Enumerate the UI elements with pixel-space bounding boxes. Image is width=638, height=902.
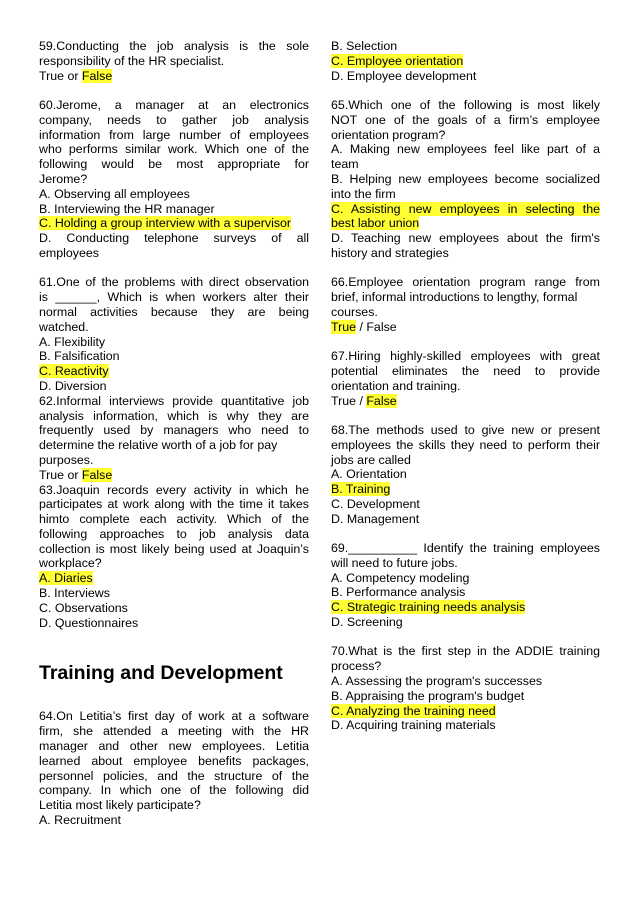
question-text: 63.Joaquin records every activity in which he	[39, 482, 309, 497]
highlighted-answer: C. Assisting new employees in selecting the	[331, 201, 600, 216]
highlighted-answer: A. Diaries	[39, 571, 93, 586]
question-text: firm, she attended a meeting with the HR	[39, 724, 309, 739]
question-text: responsibility of the HR specialist.	[39, 53, 225, 68]
question-text: Letitia most likely participate?	[39, 798, 201, 813]
question-text: frequently used by managers who need to	[39, 423, 309, 438]
question-text: orientation program?	[331, 127, 446, 142]
option: D. Diversion	[39, 378, 107, 393]
option: D. Screening	[331, 615, 403, 630]
option: A. Observing all employees	[39, 186, 190, 201]
option: C. Observations	[39, 600, 128, 615]
question-text: who performs similar work. Which one of the	[39, 142, 309, 157]
question-text: analysis information, which is why they are	[39, 408, 309, 423]
question-text: 66.Employee orientation program range from	[331, 275, 600, 290]
question-text: employees the skills they need to perform their	[331, 437, 600, 452]
question-61	[39, 275, 309, 393]
question-text: is ______, Which is when workers alter their	[39, 290, 309, 305]
question-text: himto complete each activity. Which of the	[39, 512, 309, 527]
question-text: following would be most appropriate for	[39, 157, 309, 172]
question-text: orientation and training.	[331, 378, 461, 393]
highlighted-answer: B. Training	[331, 482, 391, 497]
question-text: following approaches to job analysis data	[39, 526, 309, 541]
answer-suffix: / False	[356, 319, 397, 334]
option: B. Interviewing the HR manager	[39, 201, 215, 216]
highlighted-answer: False	[81, 467, 113, 482]
question-text: watched.	[39, 319, 89, 334]
option: A. Flexibility	[39, 334, 106, 349]
question-70	[331, 644, 600, 733]
question-text: participates at work along with the time it takes	[39, 497, 309, 512]
option: A. Recruitment	[39, 813, 121, 828]
highlighted-answer: C. Reactivity	[39, 364, 109, 379]
question-63	[39, 483, 309, 631]
highlighted-answer: False	[81, 68, 113, 83]
question-text: 61.One of the problems with direct observation	[39, 275, 309, 290]
question-text: learned about employee benefits packages,	[39, 753, 309, 768]
question-text: will need to future jobs.	[331, 555, 458, 570]
question-68	[331, 423, 600, 527]
option: B. Falsification	[39, 349, 120, 364]
question-text: Jerome?	[39, 171, 88, 186]
question-64-continued	[331, 39, 600, 83]
highlighted-answer: True	[331, 319, 357, 334]
question-64	[39, 709, 309, 827]
question-text: purposes.	[39, 452, 94, 467]
question-text: manager and other new employees. Letitia	[39, 739, 309, 754]
question-text: 69.__________ Identify the training employees	[331, 541, 600, 556]
option: A. Assessing the program's successes	[331, 674, 543, 689]
question-text: personnel policies, and the structure of the	[39, 768, 309, 783]
option: D. Teaching new employees about the firm's	[331, 231, 600, 246]
option: A. Orientation	[331, 467, 407, 482]
option: D. Employee development	[331, 68, 477, 83]
question-text: 62.Informal interviews provide quantitative job	[39, 393, 309, 408]
highlighted-answer: C. Holding a group interview with a supervisor	[39, 216, 292, 231]
answer-prefix: True /	[331, 393, 367, 408]
question-59	[39, 39, 309, 83]
question-text: 67.Hiring highly-skilled employees with great	[331, 349, 600, 364]
answer-prefix: True or	[39, 467, 82, 482]
option: A. Competency modeling	[331, 570, 470, 585]
question-text: 65.Which one of the following is most likely	[331, 97, 600, 112]
option: D. Acquiring training materials	[331, 718, 496, 733]
question-60	[39, 98, 309, 261]
answer-line	[331, 320, 600, 335]
highlighted-answer: C. Analyzing the training need	[331, 703, 496, 718]
highlighted-answer: C. Employee orientation	[331, 53, 464, 68]
question-text: information from large number of employees	[39, 127, 309, 142]
question-text: NOT one of the goals of a firm’s employee	[331, 112, 600, 127]
right-column	[331, 39, 600, 748]
question-67	[331, 349, 600, 408]
answer-line	[331, 394, 600, 409]
option: B. Appraising the program's budget	[331, 688, 525, 703]
option: C. Development	[331, 496, 420, 511]
question-text: process?	[331, 659, 382, 674]
question-text: 70.What is the first step in the ADDIE training	[331, 644, 600, 659]
highlighted-answer: C. Strategic training needs analysis	[331, 600, 526, 615]
answer-prefix: True or	[39, 68, 82, 83]
left-column	[39, 39, 309, 842]
question-66	[331, 275, 600, 334]
question-text: workplace?	[39, 556, 102, 571]
option: D. Management	[331, 511, 420, 526]
question-text: determine the relative worth of a job for pay	[39, 438, 278, 453]
option: employees	[39, 245, 99, 260]
highlighted-answer: False	[366, 393, 397, 408]
answer-line	[39, 69, 309, 84]
option: D. Questionnaires	[39, 615, 139, 630]
question-text: collection is most likely being used at Joaquin’s	[39, 541, 309, 556]
option: D. Conducting telephone surveys of all	[39, 231, 309, 246]
question-69	[331, 541, 600, 630]
question-62	[39, 394, 309, 483]
option: history and strategies	[331, 245, 449, 260]
question-text: company. In which one of the following did	[39, 783, 309, 798]
option: B. Interviews	[39, 586, 110, 601]
question-text: potential eliminates the need to provide	[331, 363, 600, 378]
option: B. Selection	[331, 39, 398, 53]
answer-line	[39, 468, 309, 483]
question-65	[331, 98, 600, 261]
highlighted-answer: best labor union	[331, 216, 420, 231]
question-text: jobs are called	[331, 452, 411, 467]
question-text: company, needs to gather job analysis	[39, 112, 309, 127]
question-text: 68.The methods used to give new or present	[331, 422, 600, 437]
option: into the firm	[331, 186, 396, 201]
question-text: normal activities because they are being	[39, 304, 309, 319]
option: A. Making new employees feel like part of a	[331, 142, 600, 157]
section-title: Training and Development	[39, 662, 283, 685]
option: B. Performance analysis	[331, 585, 466, 600]
question-text: 60.Jerome, a manager at an electronics	[39, 97, 309, 112]
question-text: 64.On Letitia’s first day of work at a software	[39, 709, 309, 724]
question-text: 59.Conducting the job analysis is the sole	[39, 39, 309, 53]
question-text: courses.	[331, 304, 378, 319]
option: B. Helping new employees become socialized	[331, 171, 600, 186]
question-text: brief, informal introductions to lengthy, formal	[331, 290, 578, 305]
option: team	[331, 157, 359, 172]
